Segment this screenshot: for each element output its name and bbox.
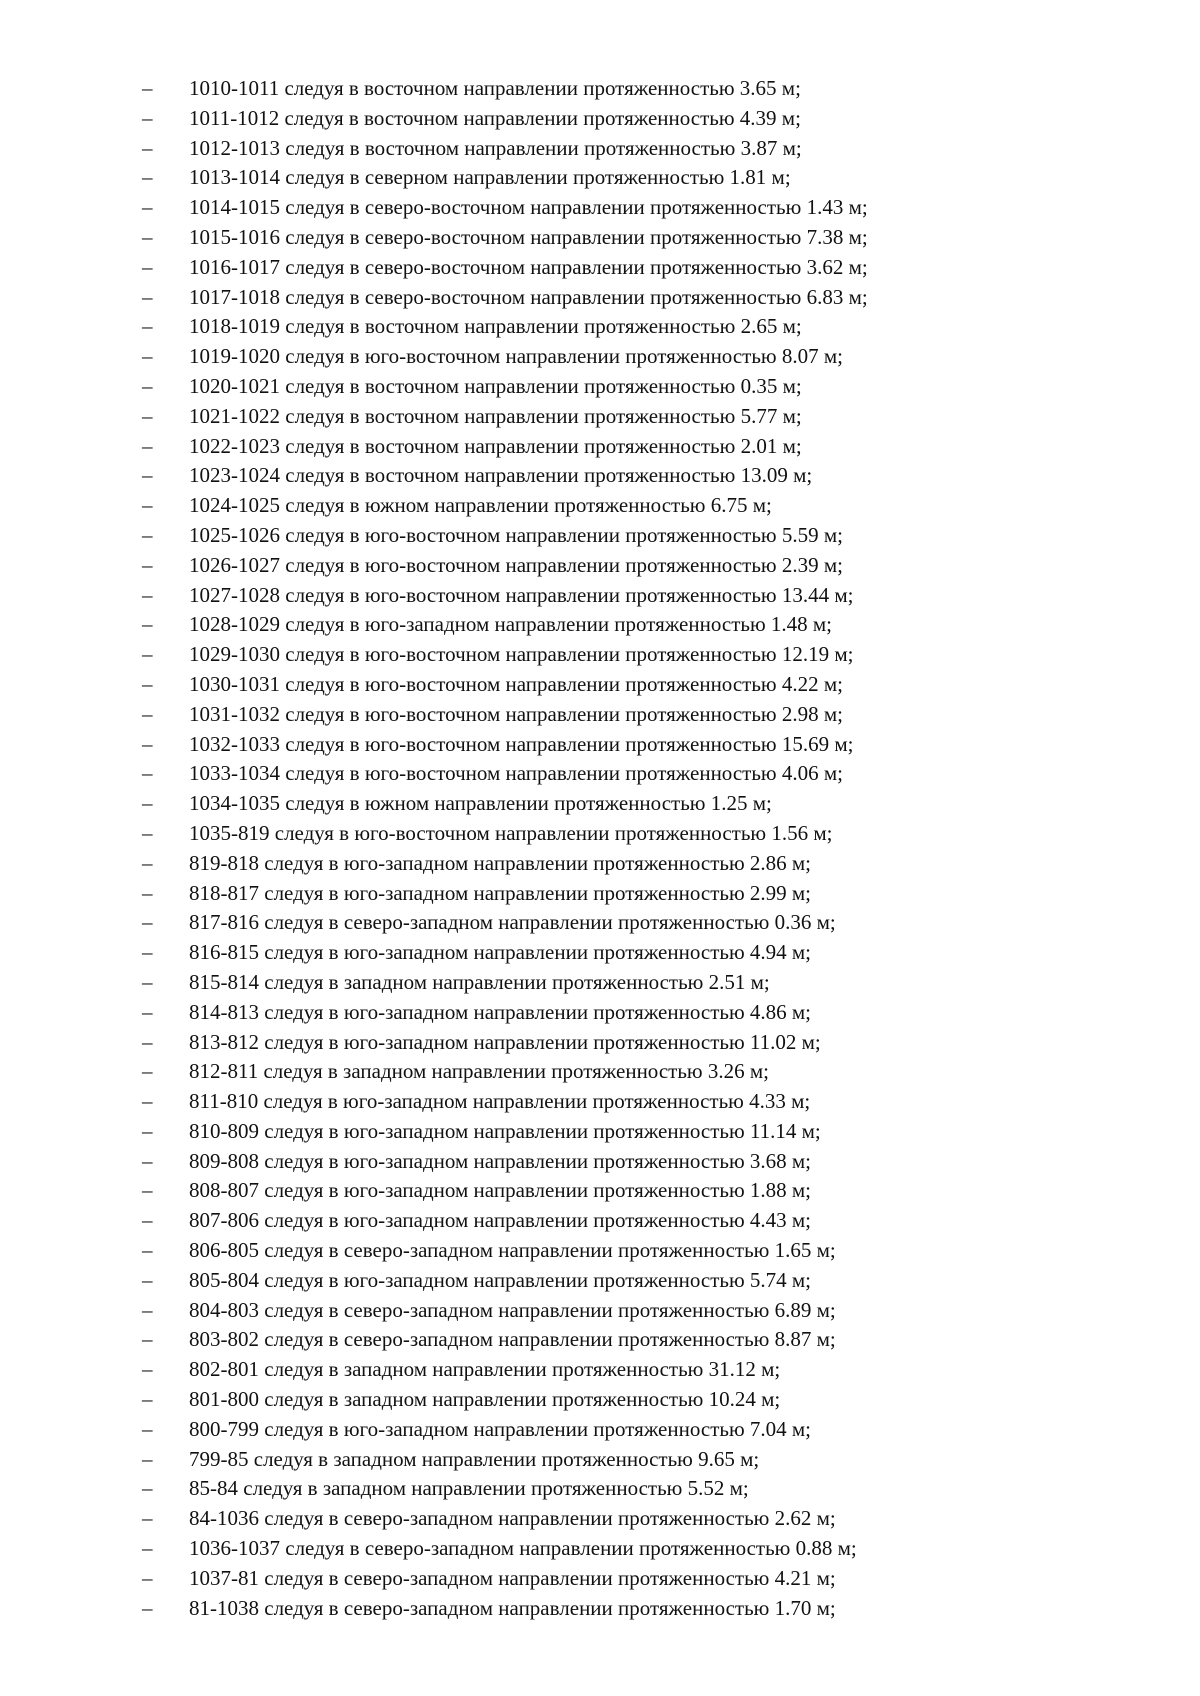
list-item — [0, 461, 1200, 491]
list-bullet-dash: – — [142, 999, 153, 1024]
boundary-segment-text: 812-811 следуя в западном направлении протяженностью 3.26 м; — [189, 1059, 769, 1084]
boundary-segment-text: 84-1036 следуя в северо-западном направлении протяженностью 2.62 м; — [189, 1506, 836, 1531]
list-item — [0, 938, 1200, 968]
list-bullet-dash: – — [142, 612, 153, 637]
list-item — [0, 104, 1200, 134]
list-bullet-dash: – — [142, 1536, 153, 1561]
list-item — [0, 312, 1200, 342]
list-bullet-dash: – — [142, 1029, 153, 1054]
list-bullet-dash: – — [142, 1148, 153, 1173]
boundary-segment-text: 800-799 следуя в юго-западном направлении протяженностью 7.04 м; — [189, 1416, 812, 1441]
list-bullet-dash: – — [142, 403, 153, 428]
list-item — [0, 640, 1200, 670]
list-bullet-dash: – — [142, 850, 153, 875]
list-bullet-dash: – — [142, 195, 153, 220]
boundary-segment-text: 1010-1011 следуя в восточном направлении протяженностью 3.65 м; — [189, 76, 801, 100]
boundary-segment-text: 1013-1014 следуя в северном направлении протяженностью 1.81 м; — [189, 165, 791, 190]
boundary-segment-text: 81-1038 следуя в северо-западном направлении протяженностью 1.70 м; — [189, 1595, 836, 1620]
list-bullet-dash: – — [142, 373, 153, 398]
list-item — [0, 1296, 1200, 1326]
list-bullet-dash: – — [142, 552, 153, 577]
boundary-segment-text: 1036-1037 следуя в северо-западном направлении протяженностью 0.88 м; — [189, 1536, 857, 1561]
list-bullet-dash: – — [142, 731, 153, 756]
boundary-segment-list — [0, 74, 1200, 1623]
boundary-segment-text: 816-815 следуя в юго-западном направлении протяженностью 4.94 м; — [189, 940, 812, 965]
list-bullet-dash: – — [142, 1178, 153, 1203]
list-item — [0, 1117, 1200, 1147]
list-item — [0, 134, 1200, 164]
list-bullet-dash: – — [142, 1297, 153, 1322]
boundary-segment-text: 813-812 следуя в юго-западном направлении протяженностью 11.02 м; — [189, 1029, 821, 1054]
list-bullet-dash: – — [142, 1208, 153, 1233]
list-bullet-dash: – — [142, 76, 153, 100]
list-bullet-dash: – — [142, 1565, 153, 1590]
list-item — [0, 1564, 1200, 1594]
list-item — [0, 1057, 1200, 1087]
boundary-segment-text: 1012-1013 следуя в восточном направлении протяженностью 3.87 м; — [189, 135, 802, 160]
list-item — [0, 610, 1200, 640]
list-bullet-dash: – — [142, 1595, 153, 1620]
list-item — [0, 342, 1200, 372]
list-bullet-dash: – — [142, 880, 153, 905]
list-item — [0, 283, 1200, 313]
list-bullet-dash: – — [142, 344, 153, 369]
boundary-segment-text: 1033-1034 следуя в юго-восточном направлении протяженностью 4.06 м; — [189, 761, 843, 786]
list-bullet-dash: – — [142, 165, 153, 190]
list-bullet-dash: – — [142, 284, 153, 309]
list-item — [0, 819, 1200, 849]
boundary-segment-text: 808-807 следуя в юго-западном направлении протяженностью 1.88 м; — [189, 1178, 812, 1203]
boundary-segment-text: 807-806 следуя в юго-западном направлении протяженностью 4.43 м; — [189, 1208, 812, 1233]
list-item — [0, 1028, 1200, 1058]
boundary-segment-text: 818-817 следуя в юго-западном направлении протяженностью 2.99 м; — [189, 880, 812, 905]
list-bullet-dash: – — [142, 1118, 153, 1143]
list-item — [0, 908, 1200, 938]
list-item — [0, 759, 1200, 789]
list-bullet-dash: – — [142, 582, 153, 607]
list-item — [0, 372, 1200, 402]
list-bullet-dash: – — [142, 820, 153, 845]
boundary-segment-text: 1015-1016 следуя в северо-восточном направлении протяженностью 7.38 м; — [189, 224, 868, 249]
list-item — [0, 879, 1200, 909]
boundary-segment-text: 85-84 следуя в западном направлении протяженностью 5.52 м; — [189, 1476, 749, 1501]
list-item — [0, 223, 1200, 253]
boundary-segment-text: 802-801 следуя в западном направлении протяженностью 31.12 м; — [189, 1357, 781, 1382]
boundary-segment-text: 803-802 следуя в северо-западном направлении протяженностью 8.87 м; — [189, 1327, 836, 1352]
boundary-segment-text: 1030-1031 следуя в юго-восточном направлении протяженностью 4.22 м; — [189, 671, 843, 696]
list-item — [0, 1325, 1200, 1355]
list-bullet-dash: – — [142, 224, 153, 249]
list-bullet-dash: – — [142, 1327, 153, 1352]
boundary-segment-text: 1028-1029 следуя в юго-западном направлении протяженностью 1.48 м; — [189, 612, 833, 637]
list-bullet-dash: – — [142, 1416, 153, 1441]
list-bullet-dash: – — [142, 1506, 153, 1531]
boundary-segment-text: 1016-1017 следуя в северо-восточном направлении протяженностью 3.62 м; — [189, 254, 868, 279]
list-item — [0, 1147, 1200, 1177]
list-bullet-dash: – — [142, 254, 153, 279]
list-bullet-dash: – — [142, 940, 153, 965]
list-item — [0, 521, 1200, 551]
list-item — [0, 789, 1200, 819]
list-item — [0, 1504, 1200, 1534]
list-bullet-dash: – — [142, 1267, 153, 1292]
list-bullet-dash: – — [142, 522, 153, 547]
boundary-segment-text: 1034-1035 следуя в южном направлении протяженностью 1.25 м; — [189, 791, 772, 816]
list-bullet-dash: – — [142, 671, 153, 696]
list-item — [0, 1385, 1200, 1415]
boundary-segment-text: 1027-1028 следуя в юго-восточном направлении протяженностью 13.44 м; — [189, 582, 854, 607]
list-item — [0, 581, 1200, 611]
list-bullet-dash: – — [142, 910, 153, 935]
boundary-segment-text: 1020-1021 следуя в восточном направлении протяженностью 0.35 м; — [189, 373, 802, 398]
list-item — [0, 1445, 1200, 1475]
boundary-segment-text: 799-85 следуя в западном направлении протяженностью 9.65 м; — [189, 1446, 760, 1471]
boundary-segment-text: 1021-1022 следуя в восточном направлении протяженностью 5.77 м; — [189, 403, 802, 428]
list-item — [0, 700, 1200, 730]
list-bullet-dash: – — [142, 314, 153, 339]
boundary-segment-text: 1025-1026 следуя в юго-восточном направлении протяженностью 5.59 м; — [189, 522, 843, 547]
list-item — [0, 1206, 1200, 1236]
list-bullet-dash: – — [142, 791, 153, 816]
list-item — [0, 998, 1200, 1028]
list-item — [0, 670, 1200, 700]
list-bullet-dash: – — [142, 1357, 153, 1382]
list-bullet-dash: – — [142, 1089, 153, 1114]
boundary-segment-text: 1017-1018 следуя в северо-восточном направлении протяженностью 6.83 м; — [189, 284, 868, 309]
list-bullet-dash: – — [142, 1387, 153, 1412]
list-item — [0, 1236, 1200, 1266]
list-item — [0, 1474, 1200, 1504]
list-item — [0, 1266, 1200, 1296]
list-item — [0, 1176, 1200, 1206]
boundary-segment-text: 811-810 следуя в юго-западном направлении протяженностью 4.33 м; — [189, 1089, 811, 1114]
list-item — [0, 1594, 1200, 1624]
list-bullet-dash: – — [142, 463, 153, 488]
list-item — [0, 402, 1200, 432]
list-bullet-dash: – — [142, 642, 153, 667]
boundary-segment-text: 1037-81 следуя в северо-западном направлении протяженностью 4.21 м; — [189, 1565, 836, 1590]
list-item — [0, 1415, 1200, 1445]
list-bullet-dash: – — [142, 433, 153, 458]
boundary-segment-text: 1026-1027 следуя в юго-восточном направлении протяженностью 2.39 м; — [189, 552, 843, 577]
boundary-segment-text: 1032-1033 следуя в юго-восточном направлении протяженностью 15.69 м; — [189, 731, 854, 756]
list-item — [0, 1355, 1200, 1385]
list-bullet-dash: – — [142, 701, 153, 726]
boundary-segment-text: 1014-1015 следуя в северо-восточном направлении протяженностью 1.43 м; — [189, 195, 868, 220]
list-item — [0, 163, 1200, 193]
boundary-segment-text: 1023-1024 следуя в восточном направлении протяженностью 13.09 м; — [189, 463, 813, 488]
boundary-segment-text: 1018-1019 следуя в восточном направлении протяженностью 2.65 м; — [189, 314, 802, 339]
list-item — [0, 968, 1200, 998]
boundary-segment-text: 1031-1032 следуя в юго-восточном направлении протяженностью 2.98 м; — [189, 701, 843, 726]
boundary-segment-text: 1019-1020 следуя в юго-восточном направлении протяженностью 8.07 м; — [189, 344, 843, 369]
boundary-segment-text: 1022-1023 следуя в восточном направлении протяженностью 2.01 м; — [189, 433, 802, 458]
boundary-segment-text: 1029-1030 следуя в юго-восточном направлении протяженностью 12.19 м; — [189, 642, 854, 667]
list-bullet-dash: – — [142, 135, 153, 160]
list-bullet-dash: – — [142, 761, 153, 786]
list-item — [0, 1087, 1200, 1117]
boundary-segment-text: 1024-1025 следуя в южном направлении протяженностью 6.75 м; — [189, 493, 772, 518]
boundary-segment-text: 806-805 следуя в северо-западном направлении протяженностью 1.65 м; — [189, 1238, 836, 1263]
list-bullet-dash: – — [142, 105, 153, 130]
boundary-segment-text: 819-818 следуя в юго-западном направлении протяженностью 2.86 м; — [189, 850, 812, 875]
list-item — [0, 432, 1200, 462]
list-item — [0, 193, 1200, 223]
list-item — [0, 849, 1200, 879]
list-item — [0, 730, 1200, 760]
list-item — [0, 551, 1200, 581]
list-item — [0, 253, 1200, 283]
list-item — [0, 491, 1200, 521]
list-bullet-dash: – — [142, 493, 153, 518]
boundary-segment-text: 801-800 следуя в западном направлении протяженностью 10.24 м; — [189, 1387, 781, 1412]
list-bullet-dash: – — [142, 1059, 153, 1084]
boundary-segment-text: 817-816 следуя в северо-западном направлении протяженностью 0.36 м; — [189, 910, 836, 935]
list-bullet-dash: – — [142, 1238, 153, 1263]
boundary-segment-text: 804-803 следуя в северо-западном направлении протяженностью 6.89 м; — [189, 1297, 836, 1322]
boundary-segment-text: 809-808 следуя в юго-западном направлении протяженностью 3.68 м; — [189, 1148, 812, 1173]
boundary-segment-text: 1011-1012 следуя в восточном направлении протяженностью 4.39 м; — [189, 105, 801, 130]
list-item — [0, 1534, 1200, 1564]
boundary-segment-text: 815-814 следуя в западном направлении протяженностью 2.51 м; — [189, 969, 770, 994]
list-bullet-dash: – — [142, 1476, 153, 1501]
boundary-segment-text: 810-809 следуя в юго-западном направлении протяженностью 11.14 м; — [189, 1118, 821, 1143]
boundary-segment-text: 805-804 следуя в юго-западном направлении протяженностью 5.74 м; — [189, 1267, 812, 1292]
boundary-segment-text: 1035-819 следуя в юго-восточном направлении протяженностью 1.56 м; — [189, 820, 833, 845]
list-bullet-dash: – — [142, 1446, 153, 1471]
boundary-segment-text: 814-813 следуя в юго-западном направлении протяженностью 4.86 м; — [189, 999, 812, 1024]
list-bullet-dash: – — [142, 969, 153, 994]
list-item — [0, 74, 1200, 104]
